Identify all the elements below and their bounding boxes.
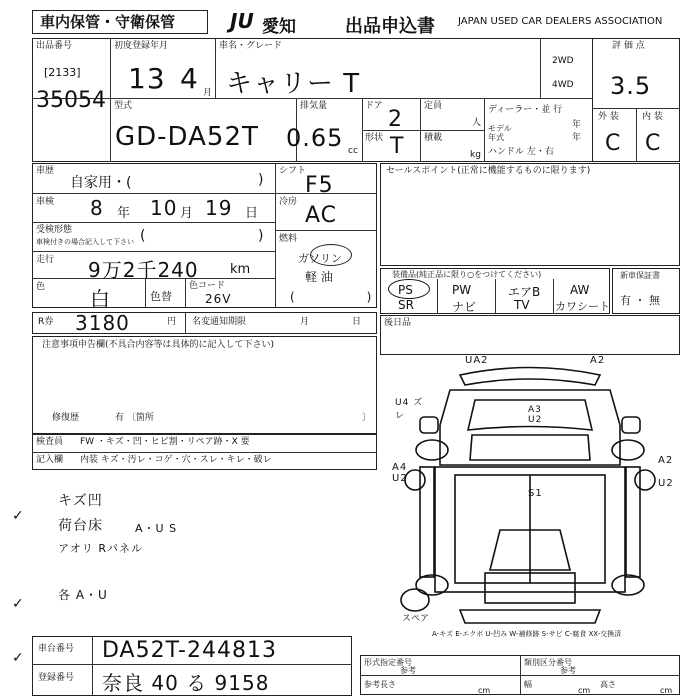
inspect-form-label: 受検形態 <box>36 225 73 235</box>
hw-note-5: 各 A・U <box>58 588 108 602</box>
caution-label: 注意事項申告欄(不具合内容等は具体的に記入して下さい) <box>42 340 275 350</box>
width-unit: cm <box>578 686 591 695</box>
insp-year: 8 <box>90 196 104 220</box>
r-label: R券 <box>38 317 54 327</box>
fuel-diesel: 軽 油 <box>305 270 333 284</box>
equip-sr: SR <box>398 298 414 312</box>
lot-label: 出品番号 <box>36 41 73 51</box>
after-label: 後日品 <box>384 318 412 328</box>
equip-tv: TV <box>514 298 530 312</box>
org-name: 愛知 <box>262 17 296 37</box>
equip-airbag: エアB <box>508 285 541 299</box>
sales-point-label: セールスポイント(正常に機能するものに限ります) <box>386 166 591 176</box>
dmg-label-a2-right: A2 <box>658 455 674 466</box>
length-label: 長さ <box>380 680 396 689</box>
ref-label-3: 参考 <box>364 680 380 689</box>
ref-label-2: 参考 <box>560 666 576 675</box>
shape-value: T <box>390 134 405 159</box>
ext-label: 外 装 <box>598 112 619 122</box>
dmg-label-a4: A4 U2 <box>392 462 408 484</box>
history-label: 車歴 <box>36 166 55 176</box>
r-value: 3180 <box>75 311 130 335</box>
after-box <box>380 315 680 355</box>
mileage-value: 9万2千240 <box>88 258 199 282</box>
width-label: 幅 <box>524 680 532 689</box>
int-value: C <box>645 131 662 156</box>
int-label: 内 装 <box>642 112 663 122</box>
dmg-label-u2-right: U2 <box>658 478 674 489</box>
class-label: 類別区分番号 <box>524 658 572 667</box>
capacity-label: 定員 <box>424 101 443 111</box>
hw-note-4: A・U S <box>135 522 178 535</box>
hw-note-2: 荷台床 <box>58 518 103 534</box>
reg-label: 初度登録年月 <box>114 41 169 51</box>
tax-label: 名変通知期限 <box>192 317 247 327</box>
displacement-value: 0.65 <box>286 124 344 152</box>
inspect-paren-close: ) <box>258 228 264 244</box>
spare-label: スペア <box>402 614 430 624</box>
capacity-unit: 人 <box>472 118 482 128</box>
color-change-label: 色替 <box>150 290 172 303</box>
eval-score: 3.5 <box>610 72 652 100</box>
color-code-label: 色コード <box>189 281 226 291</box>
dealer-label: ディーラー・並 行 <box>488 105 563 115</box>
tax-day: 日 <box>352 317 362 327</box>
repair-close: 〕 <box>362 413 372 423</box>
model-year-unit: 年 <box>572 120 582 130</box>
displacement-label: 排気量 <box>300 101 328 111</box>
reg-month-unit: 月 <box>203 88 213 98</box>
inspection-label: 車検 <box>36 197 55 207</box>
check-mark-3: ✓ <box>12 650 24 666</box>
inspect-form-note: 車検付きの場合記入して下さい <box>36 238 134 246</box>
plate-label: 登録番号 <box>38 673 75 683</box>
shape-label: 形状 <box>365 133 384 143</box>
ext-codes: FW ・キズ・凹・ヒビ割・リペア跡・X 要 <box>80 437 250 447</box>
equipment-label: 装備品(純正品に限り○をつけてください) <box>392 270 542 279</box>
reg-year: 13 <box>128 62 166 95</box>
dmg-label-s1: S1 <box>528 488 543 499</box>
model-label: 型式 <box>114 101 133 111</box>
insp-month: 10 <box>150 196 178 220</box>
damage-legend: A-キズ E-エクボ U-凹み W-補修跡 S-サビ C-腐食 XX-交換済 <box>432 630 622 638</box>
insp-day: 19 <box>205 196 233 220</box>
tax-month: 月 <box>300 317 310 327</box>
equip-leather: カワシート <box>555 300 610 313</box>
dmg-label-ua2: UA2 <box>465 355 489 366</box>
shift-value: F5 <box>305 173 334 198</box>
eval-label: 評 価 点 <box>612 41 645 51</box>
storage-label: 車内保管・守衛保管 <box>40 13 176 31</box>
history-close: ) <box>258 172 264 188</box>
load-unit: kg <box>470 150 481 160</box>
dmg-label-a3: A3 U2 <box>528 405 543 425</box>
dmg-label-a2-top: A2 <box>590 355 606 366</box>
color-label: 色 <box>36 282 46 292</box>
shift-label: シフト <box>279 166 307 176</box>
ac-label: 冷房 <box>279 197 298 207</box>
fuel-label: 燃料 <box>279 234 298 244</box>
warranty-value: 有 ・ 無 <box>620 294 660 307</box>
fuel-gas: ガソリン <box>298 252 342 265</box>
insp-year-unit: 年 <box>117 206 131 221</box>
inspector-label: 検査員 <box>36 437 64 447</box>
color-value: 白 <box>90 287 111 311</box>
model-year-label: モデル 年式 <box>488 124 512 142</box>
ref-label-1: 参考 <box>400 666 416 675</box>
insp-day-unit: 日 <box>245 206 259 221</box>
ac-value: AC <box>305 203 338 228</box>
name-label: 車名・グレード <box>219 41 283 51</box>
door-value: 2 <box>388 107 403 132</box>
equip-navi: ナビ <box>452 300 477 314</box>
int-codes: 内装 キズ・汚レ・コゲ・穴・スレ・キレ・破レ <box>80 455 272 465</box>
hw-note-1: キズ凹 <box>58 493 103 509</box>
equip-pw: PW <box>452 283 472 297</box>
ext-value: C <box>605 131 622 156</box>
equip-ps: PS <box>398 283 413 297</box>
height-unit: cm <box>660 686 673 695</box>
color-code-value: 26V <box>205 292 232 306</box>
mileage-unit: km <box>230 262 251 277</box>
history-value: 自家用・( <box>70 175 132 191</box>
car-name: キャリー T <box>226 69 361 99</box>
lot-number: 35054 <box>36 88 106 113</box>
check-mark-1: ✓ <box>12 508 24 524</box>
repair-value: 有 〔箇所 <box>115 413 154 423</box>
chassis-label: 車台番号 <box>38 644 75 654</box>
handle-label: ハンドル 左・右 <box>488 147 554 157</box>
org-logo: JU <box>230 9 254 33</box>
check-mark-2: ✓ <box>12 596 24 612</box>
insp-month-unit: 月 <box>180 206 194 221</box>
year-unit2: 年 <box>572 133 582 143</box>
warranty-label: 新車保証書 <box>620 271 660 280</box>
fuel-gas-circle <box>310 244 352 266</box>
form-spec-label: 形式指定番号 <box>364 658 412 667</box>
sales-point-box <box>380 163 680 266</box>
entry-label: 記入欄 <box>36 455 64 465</box>
equip-aw: AW <box>570 283 590 297</box>
inspect-paren-open: ( <box>140 228 146 244</box>
door-label: ドア <box>365 101 383 111</box>
reg-month: 4 <box>180 62 199 95</box>
model-value: GD-DA52T <box>115 122 259 152</box>
chassis-value: DA52T-244813 <box>102 638 277 663</box>
equip-ps-circle <box>388 279 430 299</box>
lot-sub: [2133] <box>44 66 81 79</box>
hw-note-3: アオリ Rパネル <box>58 542 144 555</box>
plate-value: 奈良 40 る 9158 <box>102 671 270 695</box>
r-unit: 円 <box>167 317 177 327</box>
car-diagram <box>380 355 680 645</box>
height-label: 高さ <box>600 680 616 689</box>
load-label: 積載 <box>424 133 443 143</box>
length-unit: cm <box>478 686 491 695</box>
mileage-label: 走行 <box>36 255 55 265</box>
fuel-paren: ( ) <box>290 290 372 304</box>
drive-4wd: 4WD <box>552 80 574 90</box>
form-title: 出品申込書 <box>345 16 435 37</box>
repair-label: 修復歴 <box>52 413 80 423</box>
assoc-name-en: JAPAN USED CAR DEALERS ASSOCIATION <box>458 16 663 27</box>
displacement-unit: cc <box>348 146 358 156</box>
dmg-label-u4: U4 ズレ <box>395 398 424 421</box>
drive-2wd: 2WD <box>552 56 574 66</box>
